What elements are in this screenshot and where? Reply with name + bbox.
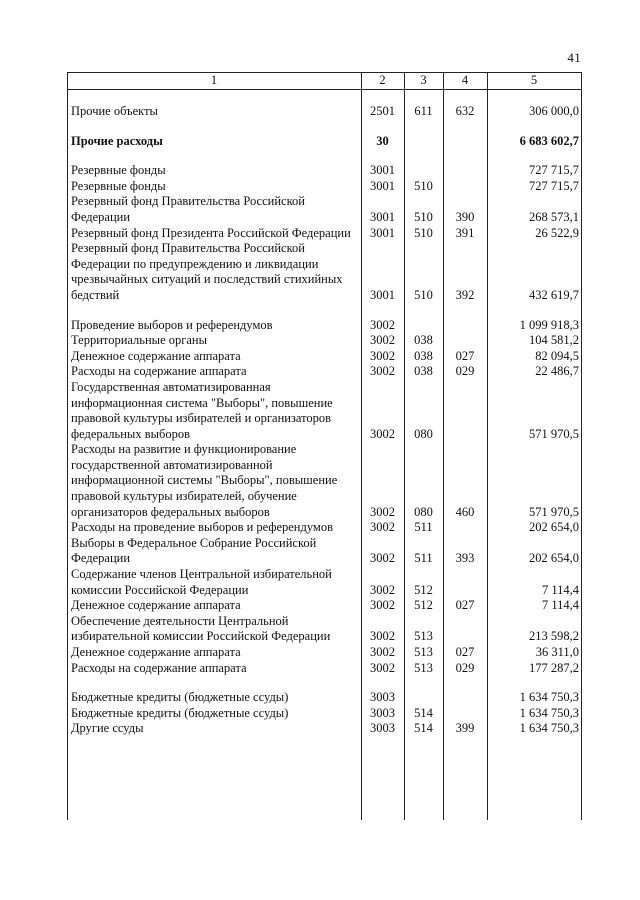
row-section-code: 30	[376, 133, 389, 148]
table-row	[67, 661, 582, 677]
row-amount: 6 683 602,7	[519, 133, 579, 148]
table-row	[67, 349, 582, 365]
table-row	[67, 520, 582, 536]
table-row	[67, 536, 582, 567]
row-amount: 7 114,4	[541, 582, 579, 597]
row-section-code: 3001	[370, 178, 395, 193]
row-section-code: 3002	[370, 317, 395, 332]
row-section-code: 3002	[370, 333, 395, 348]
row-name: Проведение выборов и референдумов	[71, 317, 273, 332]
row-amount: 26 522,9	[535, 225, 579, 240]
row-target-code: 038	[414, 348, 433, 363]
row-section-code: 3002	[370, 520, 395, 535]
row-expense-code: 393	[455, 551, 475, 566]
row-section-code: 3001	[370, 163, 395, 178]
table-row	[67, 598, 582, 614]
row-section-code: 3001	[370, 287, 395, 302]
row-amount: 7 114,4	[541, 598, 579, 613]
header-col-5: 5	[530, 73, 538, 87]
row-amount: 306 000,0	[529, 104, 579, 118]
row-target-code: 080	[414, 426, 433, 441]
row-amount: 104 581,2	[529, 333, 579, 348]
row-name: Денежное содержание аппарата	[71, 645, 241, 659]
row-section-code: 3003	[370, 721, 395, 736]
table-row	[67, 163, 582, 179]
row-section-code: 2501	[370, 104, 395, 118]
row-expense-code: 392	[455, 287, 475, 302]
row-expense-code: 460	[455, 504, 475, 519]
row-target-code: 511	[414, 520, 433, 535]
row-section-code: 3002	[370, 629, 395, 644]
row-amount: 22 486,7	[535, 364, 579, 379]
table-row	[67, 134, 582, 150]
row-amount: 1 634 750,3	[519, 705, 579, 720]
row-amount: 177 287,2	[529, 660, 579, 675]
row-name: Денежное содержание аппарата	[71, 348, 241, 363]
row-amount: 82 094,5	[535, 348, 579, 363]
row-target-code: 513	[414, 660, 433, 675]
row-name: Обеспечение деятельности Центральной избирательной комиссии Российской Федерации	[71, 613, 331, 644]
table-row	[67, 364, 582, 380]
row-spacer	[67, 304, 582, 318]
row-expense-code: 029	[455, 364, 475, 379]
row-amount: 727 715,7	[529, 178, 579, 193]
table-row	[67, 567, 582, 598]
row-target-code: 514	[414, 721, 433, 736]
row-amount: 213 598,2	[529, 629, 579, 644]
row-target-code: 512	[414, 582, 433, 597]
row-amount: 571 970,5	[529, 426, 579, 441]
table-row	[67, 241, 582, 303]
row-spacer	[67, 676, 582, 690]
row-expense-code: 027	[455, 598, 475, 613]
row-name: Содержание членов Центральной избирательной комиссии Российской Федерации	[71, 567, 332, 597]
row-amount: 1 634 750,3	[519, 690, 579, 705]
row-name: Выборы в Федеральное Собрание Российской Федерации	[71, 535, 317, 566]
row-amount: 727 715,7	[529, 163, 579, 178]
row-amount: 202 654,0	[529, 520, 579, 535]
row-name: Расходы на проведение выборов и референдумов	[71, 520, 333, 535]
row-section-code: 3002	[370, 426, 395, 441]
table-row	[67, 179, 582, 195]
row-section-code: 3002	[370, 582, 395, 597]
row-expense-code: 399	[455, 721, 475, 736]
row-expense-code: 391	[455, 225, 475, 240]
header-col-1: 1	[210, 73, 218, 87]
row-name: Прочие объекты	[71, 104, 158, 118]
row-name: Расходы на содержание аппарата	[71, 660, 247, 675]
row-section-code: 3001	[370, 225, 395, 240]
row-name: Резервные фонды	[71, 178, 166, 193]
table-row	[67, 706, 582, 722]
row-name: Государственная автоматизированная информационная система "Выборы", повышение правовой культуры избирателей и организаторов федеральных выборов	[71, 379, 333, 441]
row-amount: 1 634 750,3	[519, 721, 579, 736]
table-row	[67, 645, 582, 661]
table-row	[67, 442, 582, 520]
row-target-code: 080	[414, 504, 433, 519]
row-target-code: 510	[414, 225, 433, 240]
row-target-code: 611	[414, 104, 433, 118]
row-amount: 36 311,0	[535, 645, 579, 659]
row-amount: 268 573,1	[529, 209, 579, 224]
row-name: Бюджетные кредиты (бюджетные ссуды)	[71, 705, 289, 720]
row-expense-code: 027	[455, 348, 475, 363]
row-section-code: 3002	[370, 348, 395, 363]
row-section-code: 3002	[370, 660, 395, 675]
row-name: Прочие расходы	[71, 133, 163, 148]
row-name: Территориальные органы	[71, 333, 208, 348]
table-row	[67, 194, 582, 225]
row-name: Резервные фонды	[71, 163, 166, 178]
row-name: Другие ссуды	[71, 721, 144, 736]
table-row	[67, 333, 582, 349]
row-section-code: 3002	[370, 598, 395, 613]
row-amount: 571 970,5	[529, 504, 579, 519]
row-name: Расходы на содержание аппарата	[71, 364, 247, 379]
row-spacer	[67, 149, 582, 163]
row-section-code: 3003	[370, 690, 395, 705]
row-target-code: 511	[414, 551, 433, 566]
row-target-code: 038	[414, 364, 433, 379]
table-row	[67, 690, 582, 706]
row-name: Резервный фонд Президента Российской Федерации	[71, 225, 351, 240]
row-expense-code: 029	[455, 660, 475, 675]
row-section-code: 3003	[370, 705, 395, 720]
row-spacer	[67, 90, 582, 104]
row-section-code: 3002	[370, 504, 395, 519]
table-header	[67, 72, 582, 90]
row-target-code: 510	[414, 287, 433, 302]
row-section-code: 3002	[370, 645, 395, 659]
row-target-code: 512	[414, 598, 433, 613]
table-row	[67, 614, 582, 645]
row-amount: 202 654,0	[529, 551, 579, 566]
row-target-code: 513	[414, 629, 433, 644]
table-row	[67, 226, 582, 242]
row-name: Бюджетные кредиты (бюджетные ссуды)	[71, 690, 289, 705]
budget-table	[67, 72, 582, 737]
row-name: Резервный фонд Правительства Российской Федерации по предупреждению и ликвидации чрезвычайных ситуаций и последствий стихийных бедствий	[71, 241, 343, 302]
row-target-code: 510	[414, 209, 433, 224]
table-row	[67, 380, 582, 442]
row-name: Резервный фонд Правительства Российской Федерации	[71, 194, 305, 224]
header-col-2: 2	[379, 73, 386, 87]
row-target-code: 038	[414, 333, 433, 348]
header-col-3: 3	[420, 73, 427, 87]
table-row	[67, 721, 582, 737]
table-row	[67, 318, 582, 334]
row-spacer	[67, 120, 582, 134]
row-section-code: 3002	[370, 551, 395, 566]
row-target-code: 513	[414, 645, 433, 659]
row-expense-code: 027	[455, 645, 475, 659]
table-row	[67, 104, 582, 120]
row-amount: 432 619,7	[529, 287, 579, 302]
row-target-code: 514	[414, 705, 433, 720]
page-number: 41	[567, 50, 581, 65]
row-section-code: 3001	[370, 209, 395, 224]
row-amount: 1 099 918,3	[519, 317, 579, 332]
row-expense-code: 390	[455, 209, 475, 224]
row-expense-code: 632	[455, 104, 475, 118]
row-name: Денежное содержание аппарата	[71, 598, 241, 613]
row-section-code: 3002	[370, 364, 395, 379]
row-name: Расходы на развитие и функционирование государственной автоматизированной информационной системы "Выборы", повышение правовой культуры избирателей, обучение организаторов федеральных выборов	[71, 442, 338, 519]
row-target-code: 510	[414, 178, 433, 193]
table-body	[67, 90, 582, 737]
header-col-4: 4	[461, 73, 469, 87]
